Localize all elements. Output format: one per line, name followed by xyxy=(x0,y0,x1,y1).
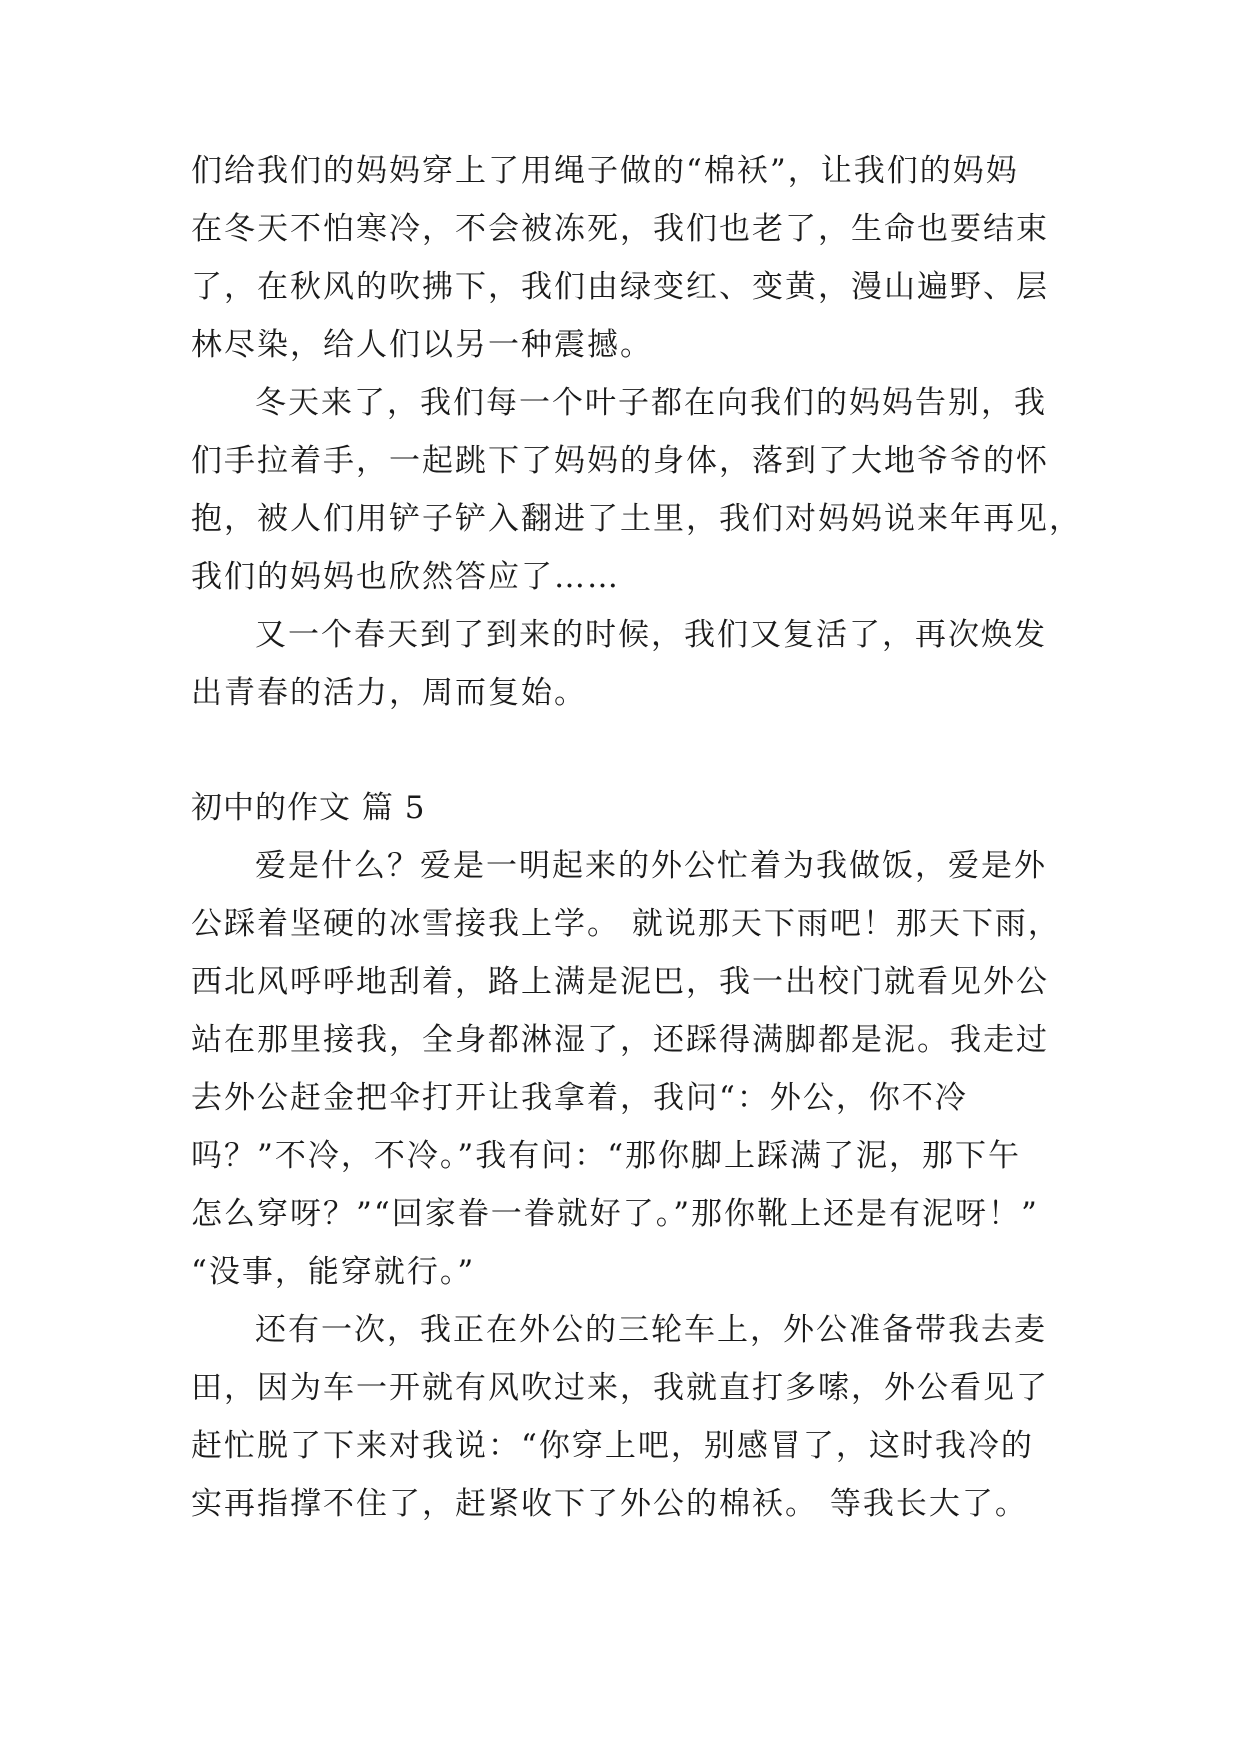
text-line: 在冬天不怕寒冷，不会被冻死，我们也老了，生命也要结束 xyxy=(191,211,1049,247)
text-line: 去外公赶金把伞打开让我拿着，我问“：外公，你不冷 xyxy=(191,1080,968,1116)
text-line: 田，因为车一开就有风吹过来，我就直打多嗦，外公看见了 xyxy=(191,1370,1049,1406)
text-line: 了，在秋风的吹拂下，我们由绿变红、变黄，漫山遍野、层 xyxy=(191,269,1049,305)
text-line: 们给我们的妈妈穿上了用绳子做的“棉袄”，让我们的妈妈 xyxy=(191,153,1019,189)
text-line: 赶忙脱了下来对我说：“你穿上吧，别感冒了，这时我冷的 xyxy=(191,1428,1034,1464)
text-line: 林尽染，给人们以另一种震撼。 xyxy=(191,327,653,363)
paragraph-start-line: 爱是什么？爱是一明起来的外公忙着为我做饭，爱是外 xyxy=(255,848,1047,884)
paragraph-start-line: 冬天来了，我们每一个叶子都在向我们的妈妈告别，我 xyxy=(255,385,1047,421)
text-line: 们手拉着手，一起跳下了妈妈的身体，落到了大地爷爷的怀 xyxy=(191,443,1049,479)
text-line: 公踩着坚硬的冰雪接我上学。 就说那天下雨吧！那天下雨， xyxy=(191,906,1061,942)
text-line: 抱，被人们用铲子铲入翻进了土里，我们对妈妈说来年再见， xyxy=(191,501,1082,537)
text-line: 实再指撑不住了，赶紧收下了外公的棉袄。 等我长大了。 xyxy=(191,1486,1028,1522)
text-line: 吗？”不冷，不冷。”我有问：“那你脚上踩满了泥，那下午 xyxy=(191,1138,1022,1174)
text-line: 西北风呼呼地刮着，路上满是泥巴，我一出校门就看见外公 xyxy=(191,964,1049,1000)
text-line: 出青春的活力，周而复始。 xyxy=(191,675,587,711)
paragraph-start-line: 又一个春天到了到来的时候，我们又复活了，再次焕发 xyxy=(255,617,1047,653)
paragraph-start-line: 还有一次，我正在外公的三轮车上，外公准备带我去麦 xyxy=(255,1312,1047,1348)
text-line: 站在那里接我，全身都淋湿了，还踩得满脚都是泥。我走过 xyxy=(191,1022,1049,1058)
text-line: “没事，能穿就行。” xyxy=(191,1254,476,1290)
text-line: 我们的妈妈也欣然答应了…… xyxy=(191,559,620,595)
section-heading: 初中的作文 篇 5 xyxy=(191,790,426,826)
text-line: 怎么穿呀？”“回家眷一眷就好了。”那你靴上还是有泥呀！” xyxy=(191,1196,1039,1232)
